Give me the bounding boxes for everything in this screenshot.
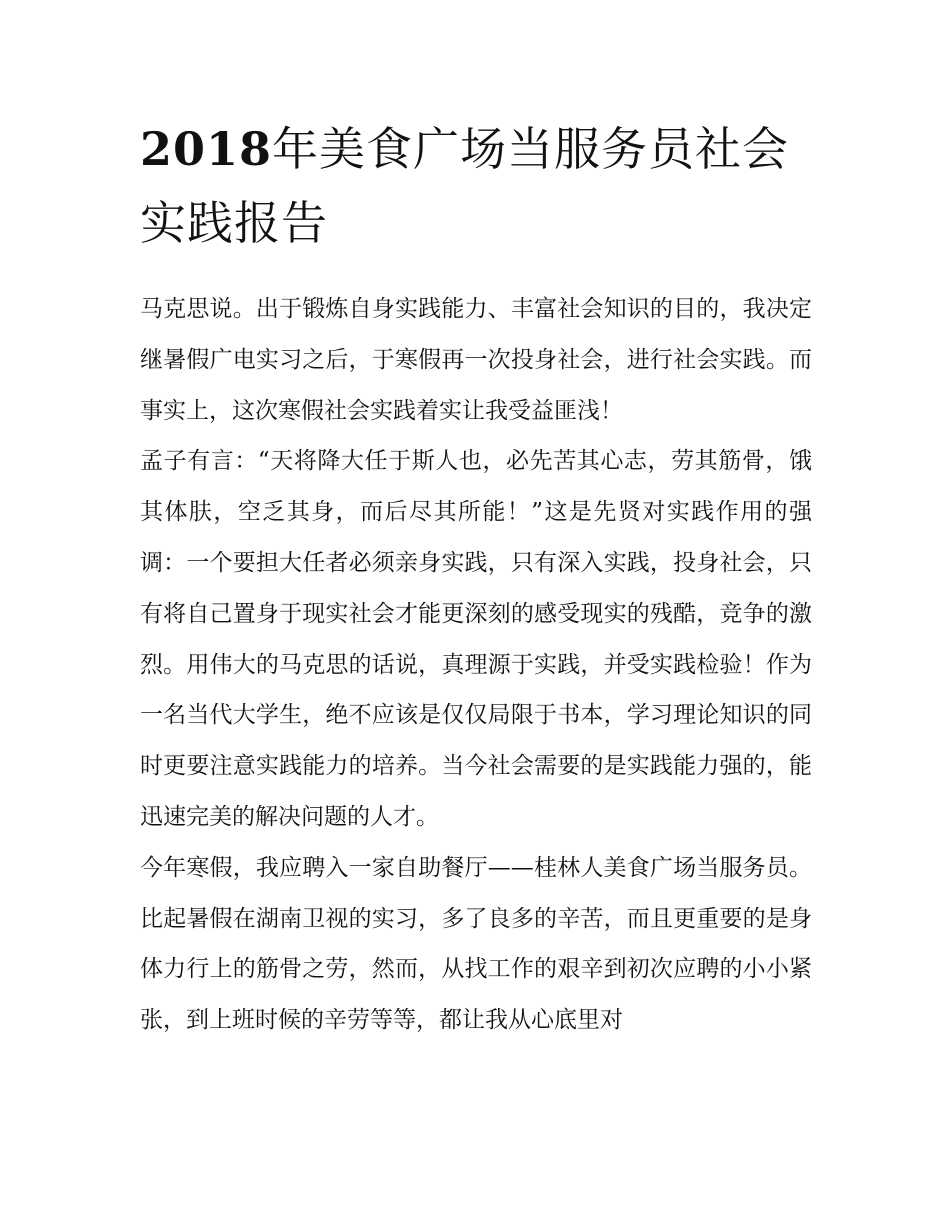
title-year: 2018 xyxy=(140,122,273,176)
paragraph-job: 今年寒假，我应聘入一家自助餐厅——桂林人美食广场当服务员。比起暑假在湖南卫视的实习，多了良多的辛苦，而且更重要的是身体力行上的筋骨之劳，然而，从找工作的艰辛到初次应聘的小小紧张，到上班时候的辛劳等等，都让我从心底里对 xyxy=(140,854,812,1034)
document-body xyxy=(140,112,812,1046)
paragraph-mencius: 孟子有言：“天将降大任于斯人也，必先苦其心志，劳其筋骨，饿其体肤，空乏其身，而后尽其所能！”这是先贤对实践作用的强调：一个要担大任者必须亲身实践，只有深入实践，投身社会，只有将自己置身于现实社会才能更深刻的感受现实的残酷，竞争的激烈。用伟大的马克思的话说，真理源于实践，并受实践检验！作为一名当代大学生，绝不应该是仅仅局限于书本，学习理论知识的同时更要注意实践能力的培养。当今社会需要的是实践能力强的，能迅速完美的解决问题的人才。 xyxy=(140,448,812,830)
document-title xyxy=(140,112,812,260)
title-text: 年美食广场当服务员社会实践报告 xyxy=(140,122,790,250)
paragraph-intro: 马克思说。出于锻炼自身实践能力、丰富社会知识的目的，我决定继暑假广电实习之后，于寒假再一次投身社会，进行社会实践。而事实上，这次寒假社会实践着实让我受益匪浅！ xyxy=(140,296,812,424)
